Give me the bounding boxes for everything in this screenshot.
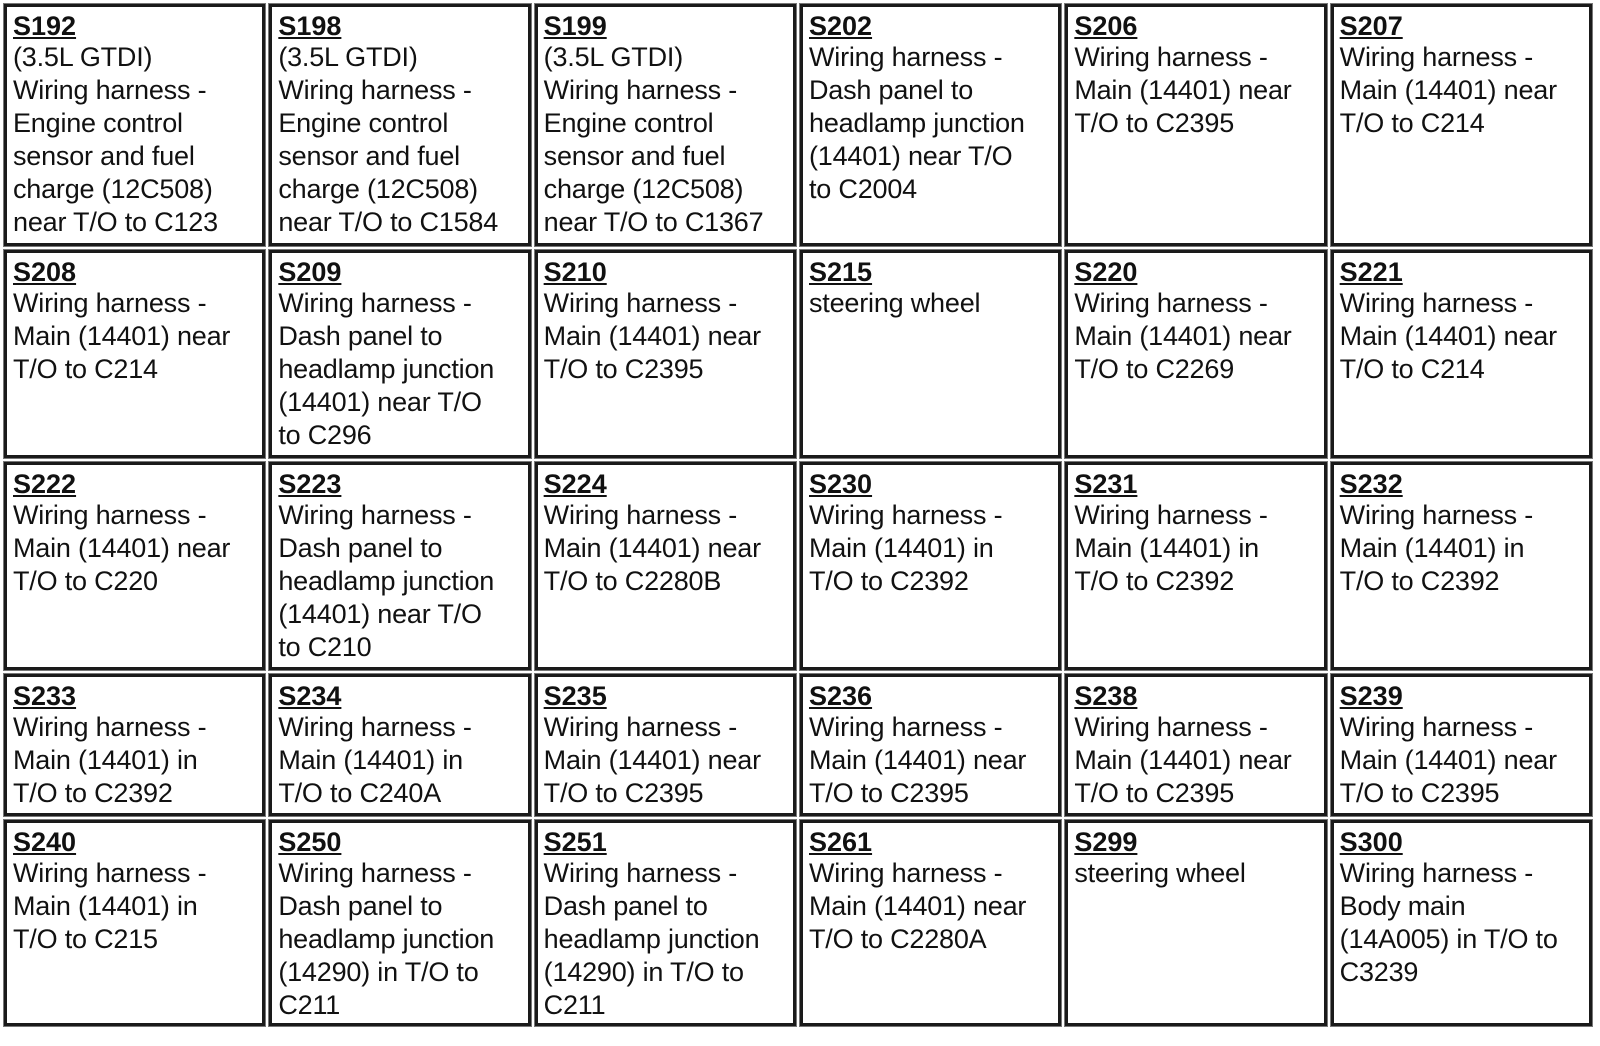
splice-cell [800,250,1061,458]
splice-code: S222 [13,469,77,499]
splice-cell [1065,820,1326,1026]
splice-cell [535,820,796,1026]
splice-cell [1065,462,1326,670]
splice-cell [4,462,265,670]
splice-cell [269,4,530,246]
splice-code: S239 [1339,681,1403,711]
splice-cell [4,4,265,246]
splice-cell [4,820,265,1026]
splice-cell [1331,674,1592,816]
splice-description: Wiring harness - Main (14401) near T/O to C214 [1339,288,1557,384]
splice-cell [535,250,796,458]
splice-code: S210 [543,257,607,287]
splice-cell [800,4,1061,246]
splice-cell [4,674,265,816]
splice-description: (3.5L GTDI) Wiring harness - Engine control sensor and fuel charge (12C508) near T/O to C1367 [543,42,764,237]
splice-description: Wiring harness - Dash panel to headlamp junction (14290) in T/O to C211 [278,858,495,1020]
splice-code: S206 [1074,11,1138,41]
splice-description: Wiring harness - Main (14401) in T/O to C2392 [1339,500,1534,596]
splice-description: Wiring harness - Main (14401) in T/O to C2392 [1074,500,1268,596]
splice-code: S208 [13,257,77,287]
splice-code: S221 [1339,257,1403,287]
splice-description: (3.5L GTDI) Wiring harness - Engine control sensor and fuel charge (12C508) near T/O to C123 [13,42,218,237]
splice-cell [1065,250,1326,458]
splice-code: S209 [278,257,342,287]
splice-cell [269,462,530,670]
splice-cell [1331,250,1592,458]
splice-code: S250 [278,827,342,857]
splice-description: Wiring harness - Main (14401) near T/O to C2395 [543,288,761,384]
splice-description: steering wheel [809,288,981,318]
splice-code: S240 [13,827,77,857]
splice-code: S231 [1074,469,1138,499]
splice-cell [4,250,265,458]
splice-description: Wiring harness - Main (14401) near T/O to C2395 [543,712,761,808]
splice-description: Wiring harness - Main (14401) near T/O to C2395 [1339,712,1557,808]
splice-cell [1065,4,1326,246]
splice-description: Wiring harness - Main (14401) in T/O to C2392 [13,712,207,808]
splice-description: Wiring harness - Main (14401) near T/O to C214 [1339,42,1557,138]
splice-code: S215 [809,257,873,287]
splice-cell [1065,674,1326,816]
splice-cell [535,4,796,246]
splice-description: Wiring harness - Main (14401) near T/O to C220 [13,500,231,596]
splice-description: Wiring harness - Main (14401) near T/O to C2395 [1074,42,1292,138]
splice-description: Wiring harness - Main (14401) near T/O to C2395 [809,712,1027,808]
splice-code: S199 [543,11,607,41]
splice-code: S198 [278,11,342,41]
splice-code: S251 [543,827,607,857]
splice-cell [535,462,796,670]
splice-description: Wiring harness - Main (14401) near T/O to C2269 [1074,288,1292,384]
splice-description: Wiring harness - Body main (14A005) in T/O to C3239 [1339,858,1558,987]
splice-code: S235 [543,681,607,711]
splice-description: Wiring harness - Main (14401) near T/O to C2395 [1074,712,1292,808]
splice-description: (3.5L GTDI) Wiring harness - Engine control sensor and fuel charge (12C508) near T/O to C1584 [278,42,499,237]
splice-code: S261 [809,827,873,857]
splice-description: Wiring harness - Main (14401) near T/O to C2280A [809,858,1027,954]
splice-cell [1331,820,1592,1026]
splice-code: S300 [1339,827,1403,857]
splice-code: S220 [1074,257,1138,287]
splice-description: Wiring harness - Dash panel to headlamp junction (14290) in T/O to C211 [543,858,760,1020]
splice-code: S192 [13,11,77,41]
splice-code: S238 [1074,681,1138,711]
splice-description: Wiring harness - Dash panel to headlamp junction (14401) near T/O to C210 [278,500,495,662]
splice-code: S202 [809,11,873,41]
splice-description: Wiring harness - Main (14401) in T/O to C240A [278,712,472,808]
splice-description: steering wheel [1074,858,1246,888]
splice-cell [800,674,1061,816]
splice-description: Wiring harness - Main (14401) in T/O to C2392 [809,500,1003,596]
splice-description: Wiring harness - Main (14401) near T/O to C2280B [543,500,761,596]
splice-cell [800,462,1061,670]
splice-description: Wiring harness - Dash panel to headlamp junction (14401) near T/O to C2004 [809,42,1025,204]
splice-cell [269,820,530,1026]
splice-code: S232 [1339,469,1403,499]
splice-code: S233 [13,681,77,711]
splice-code: S236 [809,681,873,711]
splice-code: S234 [278,681,342,711]
splice-cell [535,674,796,816]
splice-table [4,4,1592,1040]
splice-code: S207 [1339,11,1403,41]
splice-cell [1331,462,1592,670]
splice-code: S223 [278,469,342,499]
splice-description: Wiring harness - Main (14401) near T/O to C214 [13,288,231,384]
splice-cell [269,674,530,816]
splice-code: S224 [543,469,607,499]
splice-cell [1331,4,1592,246]
splice-description: Wiring harness - Main (14401) in T/O to C215 [13,858,207,954]
splice-code: S230 [809,469,873,499]
splice-description: Wiring harness - Dash panel to headlamp junction (14401) near T/O to C296 [278,288,495,450]
splice-cell [269,250,530,458]
splice-cell [800,820,1061,1026]
splice-code: S299 [1074,827,1138,857]
